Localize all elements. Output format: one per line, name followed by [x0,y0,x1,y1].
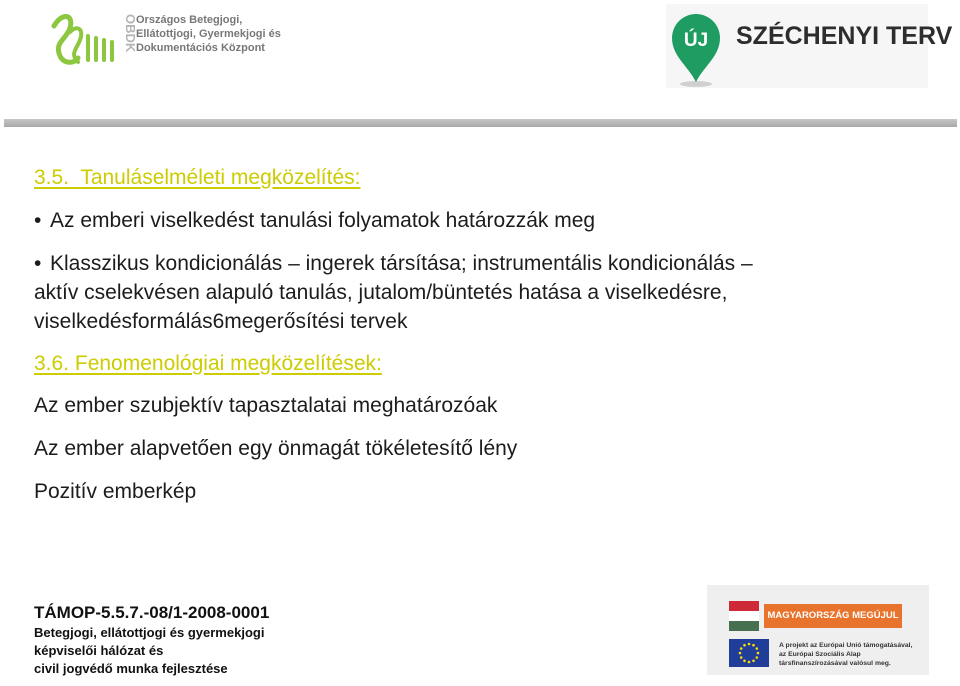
eu-line: társfinanszírozásával valósul meg. [779,660,891,667]
bullet-continuation: aktív cselekvésen alapuló tanulás, jutalom/büntetés hatása a viselkedésre, [34,281,728,304]
point-item: Az ember alapvetően egy önmagát tökéletesítő lény [34,437,518,460]
project-line: képviselői hálózat és [34,643,164,658]
project-code: TÁMOP-5.5.7.-08/1-2008-0001 [34,603,270,622]
hungarian-flag-icon [729,601,759,631]
bullet-continuation: viselkedésformálás6megerősítési tervek [34,310,408,333]
bullet-icon: • [34,252,42,275]
eu-flag-icon [729,639,769,667]
obdk-acronym: OBDK [123,14,138,53]
bullet-text: Klasszikus kondicionálás – ingerek társítása; instrumentális kondicionálás – [50,252,753,275]
eu-funding-text [779,641,912,668]
uj-mark: ÚJ [683,30,709,51]
section-title: Tanuláselméleti megközelítés: [80,166,361,189]
eu-line: A projekt az Európai Unió támogatásával, [779,642,913,649]
szechenyi-terv-title: SZÉCHENYI TERV [736,22,953,50]
section-heading-3-6 [34,352,382,376]
project-line: civil jogvédő munka fejlesztése [34,661,228,676]
obdk-emblem-icon [48,8,136,70]
bullet-item [34,252,753,276]
map-pin-icon [666,4,726,88]
section-number: 3.5. [34,166,70,189]
section-title: Fenomenológiai megközelítések: [74,352,382,375]
obdk-line: Ellátottjogi, Gyermekjogi és [136,28,281,40]
point-item: Az ember szubjektív tapasztalatai meghatározóak [34,394,498,417]
section-number: 3.6. [34,352,70,375]
eu-line: az Európai Szociális Alap [779,651,861,658]
section-heading-3-5 [34,166,360,190]
bullet-icon: • [34,209,42,232]
footer-project-info [34,602,269,678]
bullet-item [34,209,595,233]
magyarorszag-megujul-banner: MAGYARORSZÁG MEGÚJUL [764,604,902,628]
obdk-line: Országos Betegjogi, [136,14,243,26]
bullet-text: Az emberi viselkedést tanulási folyamatok határozzák meg [50,209,596,232]
project-line: Betegjogi, ellátottjogi és gyermekjogi [34,625,265,640]
obdk-name [136,13,281,55]
point-item: Pozitív emberkép [34,480,197,503]
obdk-line: Dokumentációs Központ [136,42,265,54]
header-divider [4,119,957,127]
